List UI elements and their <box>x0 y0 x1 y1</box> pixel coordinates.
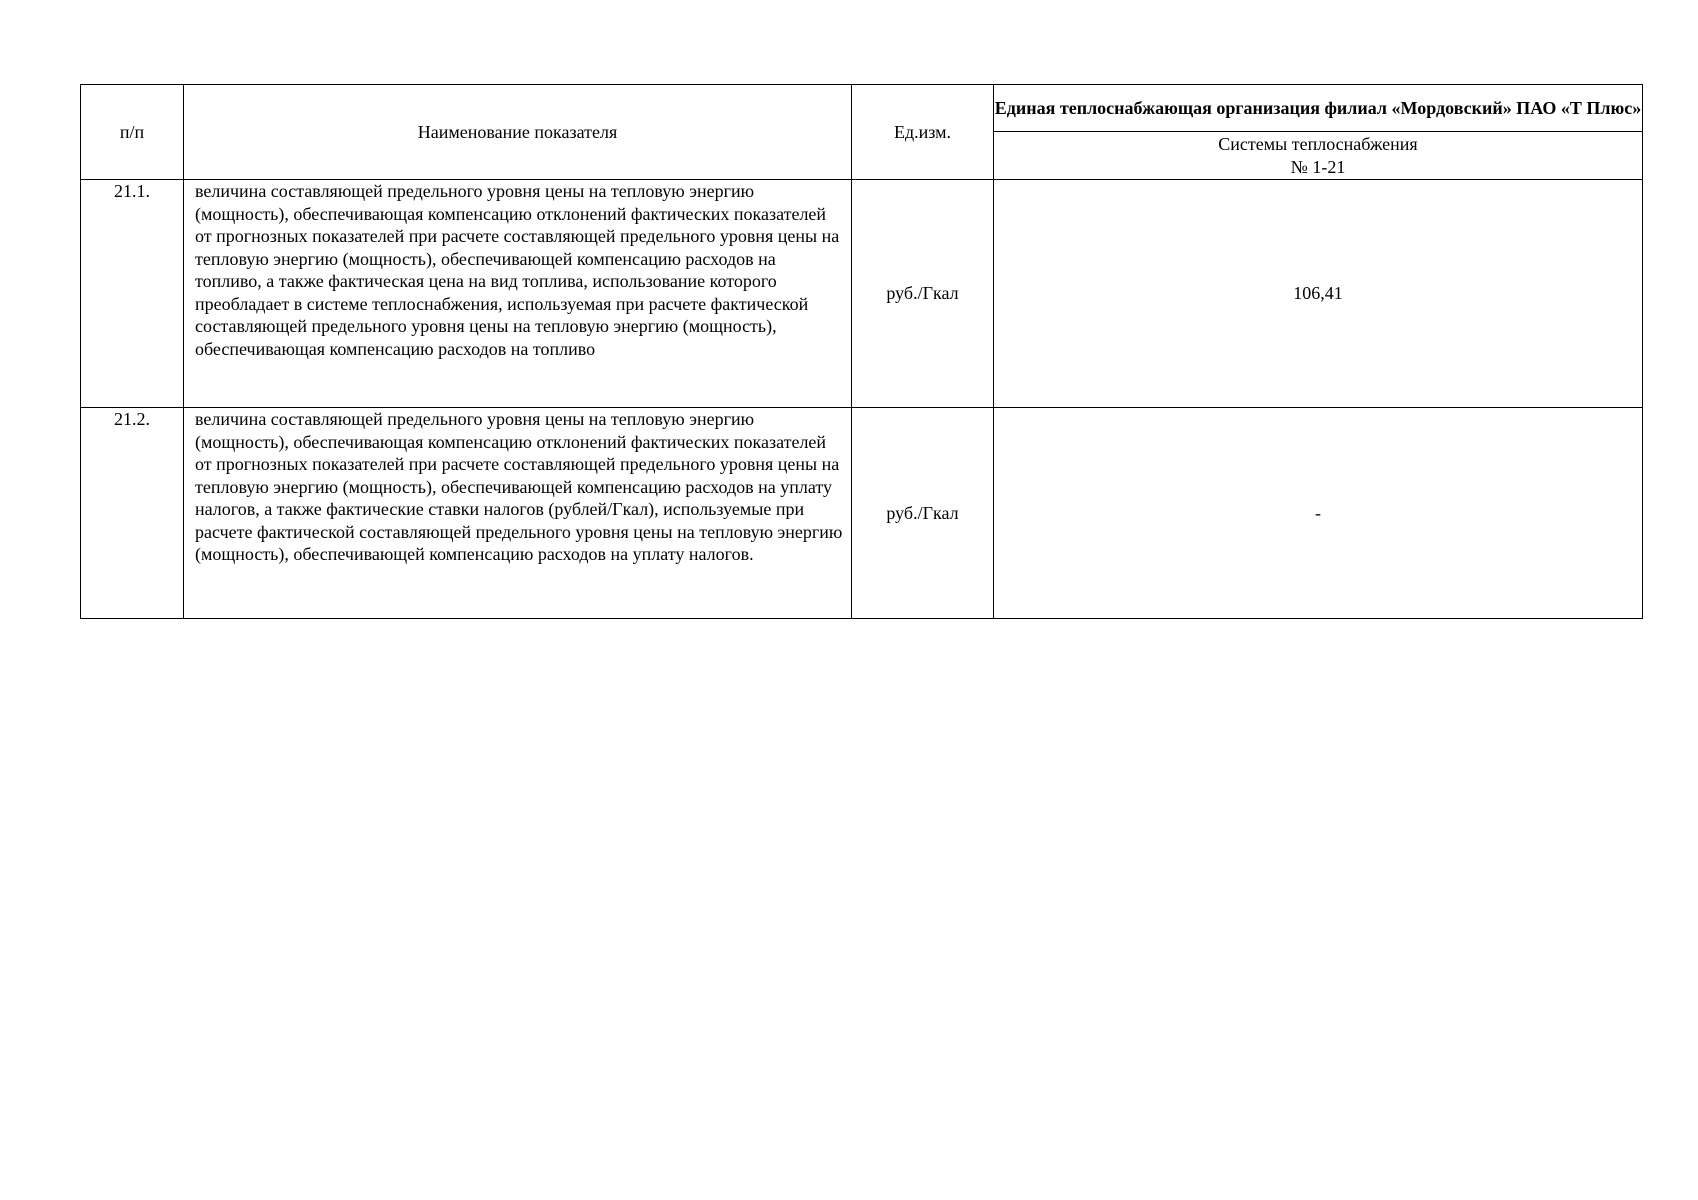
row-number: 21.2. <box>81 408 184 619</box>
header-heat-systems-title: Системы теплоснабжения <box>1218 134 1418 154</box>
header-indicator-name: Наименование показателя <box>184 85 852 180</box>
header-organization: Единая теплоснабжающая организация филиал «Мордовский» ПАО «Т Плюс» <box>994 85 1643 132</box>
header-row <box>81 85 1643 132</box>
row-value: 106,41 <box>994 180 1643 408</box>
header-heat-systems <box>994 132 1643 180</box>
indicator-table <box>80 84 1643 619</box>
row-unit: руб./Гкал <box>852 180 994 408</box>
row-indicator-name: величина составляющей предельного уровня цены на тепловую энергию (мощность), обеспечивающая компенсацию отклонений фактических показателей от прогнозных показателей при расчете составляющей предельного уровня цены на тепловую энергию (мощность), обеспечивающей компенсацию расходов на топливо, а также фактическая цена на вид топлива, использование которого преобладает в системе теплоснабжения, используемая при расчете фактической составляющей предельного уровня цены на тепловую энергию (мощность), обеспечивающая компенсацию расходов на топливо <box>184 180 852 408</box>
table-row <box>81 180 1643 408</box>
header-unit: Ед.изм. <box>852 85 994 180</box>
table-row <box>81 408 1643 619</box>
row-unit: руб./Гкал <box>852 408 994 619</box>
row-value: - <box>994 408 1643 619</box>
header-heat-systems-range: № 1-21 <box>1290 156 1346 177</box>
header-number: п/п <box>81 85 184 180</box>
row-indicator-name: величина составляющей предельного уровня цены на тепловую энергию (мощность), обеспечивающая компенсацию отклонений фактических показателей от прогнозных показателей при расчете составляющей предельного уровня цены на тепловую энергию (мощность), обеспечивающей компенсацию расходов на уплату налогов, а также фактические ставки налогов (рублей/Гкал), используемые при расчете фактической составляющей предельного уровня цены на тепловую энергию (мощность), обеспечивающей компенсацию расходов на уплату налогов. <box>184 408 852 619</box>
row-number: 21.1. <box>81 180 184 408</box>
